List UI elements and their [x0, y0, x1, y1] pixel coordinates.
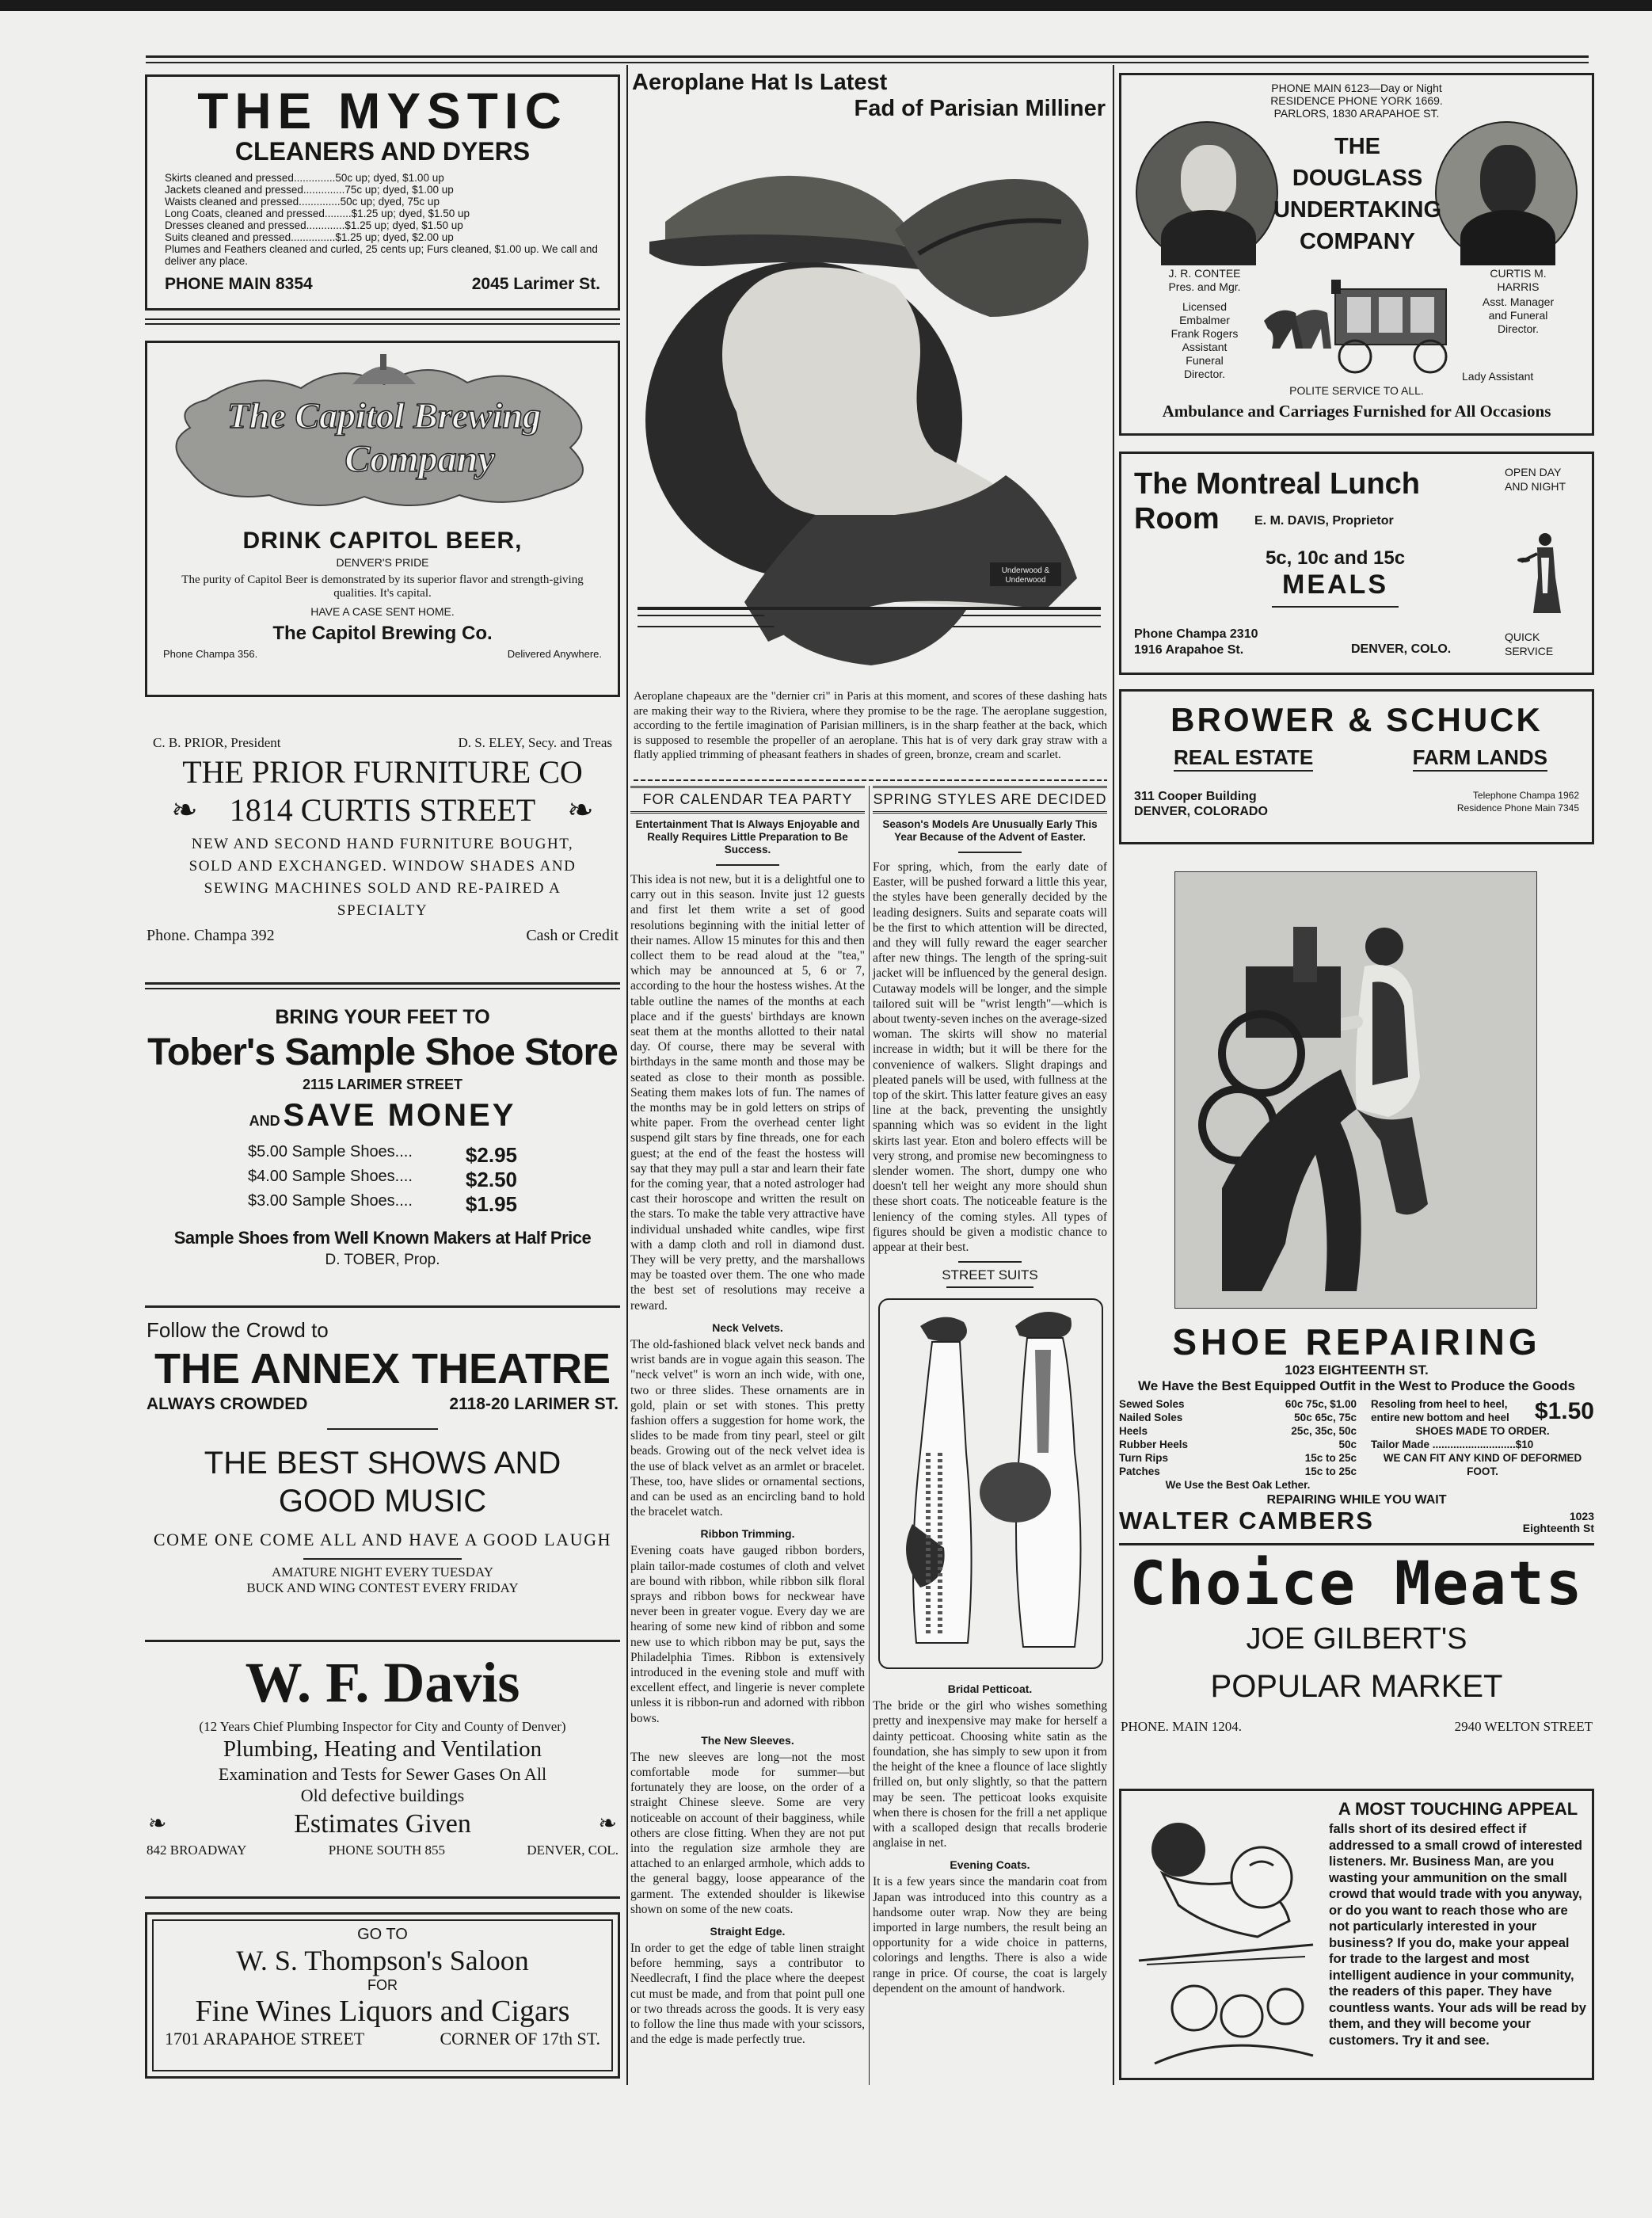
contee-info-line: Licensed [1182, 300, 1228, 313]
shoe-price-row [1119, 1424, 1357, 1438]
short-rule [958, 1261, 1022, 1263]
short-rule [1272, 606, 1399, 608]
annex-short-rule [303, 1558, 462, 1560]
tober-price-value: $1.95 [465, 1192, 517, 1216]
montreal-phone: Phone Champa 2310 [1134, 627, 1258, 641]
douglass-polite: POLITE SERVICE TO ALL. [1289, 384, 1424, 397]
capitol-logo-text-1: The Capitol Brewing [226, 395, 542, 436]
davis-estimates: Estimates Given [294, 1809, 471, 1839]
calendar-article [630, 786, 865, 2047]
flower-ornament-icon: ❧ [598, 1812, 617, 1836]
mystic-title: THE MYSTIC [197, 82, 568, 139]
divider [145, 1305, 620, 1308]
spring-headline: SPRING STYLES ARE DECIDED [873, 786, 1107, 814]
shoe-price-label: Sewed Soles [1119, 1398, 1185, 1410]
flower-ornament-icon: ❧ [148, 1812, 167, 1836]
brower-tel-2: Residence Phone Main 7345 [1456, 802, 1579, 814]
montreal-address: 1916 Arapahoe St. [1134, 643, 1244, 657]
tober-price-row [248, 1143, 517, 1168]
douglass-ad [1119, 73, 1594, 436]
shoe-price-value: 50c [1338, 1439, 1357, 1450]
brower-tel-1: Telephone Champa 1962 [1472, 790, 1579, 801]
calendar-headline: FOR CALENDAR TEA PARTY [630, 786, 865, 814]
tober-ad [145, 1006, 620, 1291]
shoe-owner-address-1: 1023 [1569, 1510, 1594, 1522]
inner-column-rule [869, 786, 870, 2085]
mystic-price-4: Dresses cleaned and pressed.............$1.25 up; dyed, $1.50 up [165, 219, 463, 231]
davis-exam: Examination and Tests for Sewer Gases On All Old defective buildings [218, 1764, 547, 1805]
prior-street-line [145, 791, 620, 830]
top-rule-thin [146, 62, 1589, 63]
shoe-owner-address [1523, 1511, 1594, 1534]
tober-price-value: $2.95 [465, 1143, 517, 1167]
brower-city: DENVER, COLORADO [1134, 805, 1268, 818]
dashed-divider [634, 779, 1107, 781]
prior-name: THE PRIOR FURNITURE CO [182, 754, 583, 790]
thompson-corner: CORNER OF 17th ST. [440, 2029, 600, 2048]
spring-body: For spring, which, from the early date of Easter, will be pushed forward a little this year, the styles have been generally decided by the leading designers. Suits and separate coats will be the first to which attention will be directed, and they will fully reward the eager searcher after new things. The length of the spring-suit jacket will be influenced by the general design. Cutaway models will be longer, and the simple tailored suit will be "wrist length"—which is about twenty-seven inches on the average-sized woman. The skirts will show no material increase in width; but it will be there for the convenience of walkers. Slight drapings and pleated panels will be used, with fullness at the top of the skirt. This latter feature gives an easy line at the back, preventing the unsightly spanning which was so evident in the light skirts last year. Eton and bolero effects will be very strong, and promise new becomingness to slender women. The short, dumpy one who doesn't tell her weight any more should shun these short coats. The noticeable feature is the leniency of the coming styles. All types of figures should be given a modistic chance to appear at their best. [873, 860, 1107, 1255]
montreal-contact [1134, 627, 1258, 658]
calendar-body-3: The new sleeves are long—not the most comfortable mode for summer—but fortunately they are loose, on the order of a straight Chinese sleeve. Some are very noticeable on account of their bagginess, while others are close fitting. When they are not put into the regulation size armhole they are attached to an enlarged armhole, which adds to the general baggy, loose appearance of the garment. The extended shoulder is likewise shown on some of the new coats. [630, 1750, 865, 1916]
shoe-price-value: 50c 65c, 75c [1294, 1412, 1357, 1423]
annex-come: COME ONE COME ALL AND HAVE A GOOD LAUGH [153, 1530, 612, 1549]
capitol-phone: Phone Champa 356. [163, 648, 258, 660]
column-rule-left [626, 65, 628, 2085]
shoe-price-row [1119, 1438, 1357, 1451]
contee-portrait [1136, 121, 1278, 264]
annex-amature: AMATURE NIGHT EVERY TUESDAY [271, 1564, 494, 1580]
scan-top-border [0, 0, 1652, 11]
shoe-price-label: Turn Rips [1119, 1452, 1168, 1464]
prior-phone: Phone. Champa 392 [147, 927, 275, 944]
capitol-company: The Capitol Brewing Co. [272, 623, 493, 644]
contee-info-line: Frank Rogers [1170, 327, 1239, 340]
contee-info-line: Director. [1183, 368, 1226, 380]
davis-name: W. F. Davis [245, 1651, 520, 1714]
short-rule [946, 1286, 1033, 1288]
aeroplane-hat-photo [634, 135, 1109, 673]
spring-subhead-1: Bridal Petticoat. [947, 1683, 1033, 1696]
capitol-case: HAVE A CASE SENT HOME. [310, 605, 455, 618]
douglass-lady: Lady Assistant [1462, 370, 1534, 383]
calendar-subhead-3: The New Sleeves. [701, 1733, 794, 1747]
shoe-price-value: 15c to 25c [1304, 1452, 1357, 1464]
hearse-carriage-illustration [1248, 273, 1462, 376]
capitol-logo-banner [158, 353, 610, 519]
capitol-delivered: Delivered Anywhere. [507, 648, 602, 660]
prior-body: NEW AND SECOND HAND FURNITURE BOUGHT, SOLD AND EXCHANGED. WINDOW SHADES AND SEWING MACHINES SOLD AND RE-PAIRED A SPECIALTY [188, 836, 577, 919]
tober-tagline: Sample Shoes from Well Known Makers at Half Price [173, 1228, 592, 1248]
shoe-wait: REPAIRING WHILE YOU WAIT [1266, 1493, 1447, 1507]
short-rule [716, 864, 779, 866]
harris-info [1448, 267, 1589, 336]
divider [145, 1640, 620, 1642]
shoe-owner-address-2: Eighteenth St [1522, 1522, 1594, 1534]
shoe-tagline: We Have the Best Equipped Outfit in the West to Produce the Goods [1138, 1378, 1575, 1393]
contee-name: J. R. CONTEE [1168, 267, 1241, 280]
appeal-text-block [1329, 1799, 1587, 2048]
hat-headline [630, 70, 1109, 122]
montreal-prop: E. M. DAVIS, Proprietor [1254, 514, 1394, 528]
calendar-body-1: The old-fashioned black velvet neck bands and wrist bands are in vogue again this season. The "neck velvet" is worn an inch wide, with one, two or three slides. These ornaments are in gold, plain or set with stones. This pretty fashion offers a suggestion for home work, the slides to be made from tiny pearl, steel or gilt beads. Growing out of the neck velvet idea is the use of black velvet as an armlet or bracelet. These, too, have slides or ornamental sections, and can be used as an encircling band to hold the bracelet watch. [630, 1337, 865, 1519]
tober-price-list [248, 1143, 517, 1217]
mystic-subtitle: CLEANERS AND DYERS [234, 137, 531, 166]
thompson-goods: Fine Wines Liquors and Cigars [195, 1995, 570, 2028]
harris-info-line: and Funeral [1488, 309, 1548, 322]
montreal-ad [1119, 452, 1594, 675]
prior-president: C. B. PRIOR, President [153, 735, 281, 750]
contee-info-line: Embalmer [1179, 314, 1230, 326]
tober-price-row [248, 1192, 517, 1217]
douglass-phone-1: PHONE MAIN 6123—Day or Night [1271, 82, 1442, 94]
contee-info-line: Funeral [1186, 354, 1224, 367]
tober-save: SAVE MONEY [283, 1098, 516, 1133]
montreal-name-1: The Montreal Lunch [1134, 467, 1420, 501]
meats-market: POPULAR MARKET [1210, 1669, 1503, 1704]
shoe-owner: WALTER CAMBERS [1119, 1507, 1374, 1534]
shoe-price-label: Heels [1119, 1425, 1148, 1437]
capitol-headline: DRINK CAPITOL BEER, [242, 528, 523, 554]
spring-deck: Season's Models Are Unusually Early This Year Because of the Advent of Easter. [882, 818, 1098, 843]
tober-price-row [248, 1168, 517, 1192]
brower-phones [1457, 789, 1579, 819]
thompson-address: 1701 ARAPAHOE STREET [165, 2029, 365, 2048]
capitol-pride: DENVER'S PRIDE [336, 556, 429, 569]
thompson-goto: GO TO [357, 1926, 408, 1943]
prior-secy: D. S. ELEY, Secy. and Treas [458, 735, 612, 750]
mystic-price-5: Suits cleaned and pressed...............$1.25 up; dyed, $2.00 up [165, 231, 454, 243]
brower-building: 311 Cooper Building [1134, 790, 1257, 803]
short-rule [958, 852, 1022, 853]
capitol-body: The purity of Capitol Beer is demonstrated by its superior flavor and strength-giving qualities. It's capital. [181, 574, 584, 600]
brower-farm-lands: FARM LANDS [1413, 745, 1547, 772]
douglass-name [1272, 131, 1443, 257]
mystic-price-2: Waists cleaned and pressed..............50c up; dyed, 75c up [165, 196, 440, 208]
shoe-price-list [1119, 1397, 1357, 1492]
mystic-price-3: Long Coats, cleaned and pressed.........$1.25 up; dyed, $1.50 up [165, 208, 470, 219]
harris-info-line: Director. [1497, 322, 1540, 335]
annex-buck: BUCK AND WING CONTEST EVERY FRIDAY [246, 1580, 519, 1595]
tober-price-label: $4.00 Sample Shoes.... [248, 1168, 413, 1185]
calendar-deck: Entertainment That Is Always Enjoyable and Really Requires Little Preparation to Be Success. [635, 818, 860, 856]
meats-phone: PHONE. MAIN 1204. [1121, 1719, 1242, 1734]
meats-ad [1119, 1548, 1594, 1762]
shoe-price-value: 60c 75c, $1.00 [1285, 1398, 1357, 1410]
montreal-city: DENVER, COLO. [1351, 642, 1452, 656]
meats-owner: JOE GILBERT'S [1246, 1622, 1467, 1656]
annex-short-rule [327, 1428, 438, 1430]
annex-crowded: ALWAYS CROWDED [147, 1395, 308, 1413]
waiter-icon [1517, 530, 1565, 617]
divider [145, 323, 620, 325]
spring-body-1: The bride or the girl who wishes something pretty and inexpensive may make for herself a dainty petticoat. Choosing white satin as the foundation, she has simply to sew upon it from the height of the knee a flounce of lace slightly frilled on, but only slightly, so that the pattern may be seen. The petticoat looks exquisite when there is chosen for the frill a net applique with a scalloped design that recalls broderie anglaise in net. [873, 1699, 1107, 1850]
annex-name: THE ANNEX THEATRE [154, 1345, 611, 1393]
divider [1119, 1543, 1594, 1545]
appeal-cartoon-illustration [1131, 1802, 1321, 2071]
davis-address: 842 BROADWAY [147, 1843, 247, 1858]
spring-article [873, 786, 1107, 1996]
appeal-ad [1119, 1789, 1594, 2080]
davis-years: (12 Years Chief Plumbing Inspector for City and County of Denver) [199, 1719, 566, 1734]
mystic-address: 2045 Larimer St. [471, 275, 600, 293]
shoe-fit: WE CAN FIT ANY KIND OF DEFORMED FOOT. [1383, 1452, 1582, 1477]
contee-info-line: Assistant [1182, 341, 1228, 353]
spring-body-2: It is a few years since the mandarin coat from Japan was introduced into this country as a handsome outer wrap. Now they are being imported in large numbers, the result being an opportunity for a wide choice in patterns, colorings and lengths. There is also a wide range in price. Of course, the coat is largely dependent on the amount of handwork. [873, 1875, 1107, 1995]
douglass-name-3: COMPANY [1299, 229, 1416, 254]
douglass-name-1: THE DOUGLASS [1292, 134, 1423, 191]
flower-ornament-icon: ❧ [567, 792, 594, 828]
annex-best-1: THE BEST SHOWS AND [204, 1446, 561, 1481]
montreal-meals: MEALS [1282, 570, 1388, 600]
tober-name: Tober's Sample Shoe Store [147, 1031, 618, 1073]
douglass-name-2: UNDERTAKING [1273, 197, 1442, 223]
prior-street: 1814 CURTIS STREET [229, 792, 536, 828]
mystic-price-list [165, 172, 600, 267]
calendar-subhead-2: Ribbon Trimming. [700, 1527, 795, 1541]
tober-street: 2115 LARIMER STREET [302, 1077, 463, 1092]
calendar-body-4: In order to get the edge of table linen straight before hemming, says a contributor to Needlecraft, I find the place where the deepest cut must be made, and from that point pull one or two threads across the goods. It is very easy to follow the line thus made with your scissors, and the edge is made perfectly true. [630, 1942, 865, 2047]
montreal-open: OPEN DAY AND NIGHT [1505, 466, 1566, 493]
shoe-repair-ad [1119, 1321, 1594, 1540]
capitol-logo-text-2: Company [344, 438, 495, 480]
harris-portrait [1435, 121, 1578, 264]
douglass-parlors: PARLORS, 1830 ARAPAHOE ST. [1273, 107, 1440, 120]
shoe-title: SHOE REPAIRING [1172, 1321, 1541, 1362]
divider [145, 1896, 620, 1899]
brower-name: BROWER & SCHUCK [1170, 701, 1543, 738]
mystic-phone: PHONE MAIN 8354 [165, 275, 313, 293]
hat-headline-1: Aeroplane Hat Is Latest [632, 70, 888, 95]
annex-best-2: GOOD MUSIC [278, 1484, 487, 1519]
thompson-name: W. S. Thompson's Saloon [236, 1945, 529, 1976]
calendar-body: This idea is not new, but it is a delightful one to carry out in this season. Invite just 12 guests and first let them write a set of good resolutions beginning with the initial letter of their names. Allow 15 minutes for this and then collect them to be read aloud at the "tea," which may be announced at 5, 6 or 7, according to the hour the hostess wishes. At the table outline the names of the months at each place and if the guests' birthdays are known seat them at the months allotted to their natal day. Of course, there may be several with birthdays in the same month and those may be seated as close to their month as possible. Seating them makes lots of fun. The names of the months may be in gold letters on strips of white paper. From the overhead center light suspend gilt stars by fine threads, one for each guest; at the end of the feast the hostess will say that they may pull a star and learn their fate for the coming year, that a noted astrologer had cast their horoscope and written the result on the stars. To make the table very attractive have individual unshaded white candles, wipe first with a damp cloth and roll in diamond dust. They will be very pretty, and the marshallows may be toasted over them. The one who made the best set of resolutions may receive a reward. [630, 873, 865, 1313]
davis-ad [145, 1651, 620, 1888]
spring-subhead-2: Evening Coats. [950, 1858, 1030, 1872]
shoe-price-label: Nailed Soles [1119, 1412, 1183, 1423]
shoe-price-value: 15c to 25c [1304, 1465, 1357, 1477]
calendar-body-2: Evening coats have gauged ribbon borders, plain tailor-made costumes of cloth and velvet are bound with ribbon, while ribbon silk floral sprays and ribbon bows for neckwear have never been in greater vogue. Every day we are hearing of some new kind of ribbon and some new use to which ribbon may be put, says the Philadelphia Times. Ribbon is extensively introduced in the evening stole and muff with excellent effect, and lingerie is never complete unless it is ribbon-run and adorned with ribbon bows. [630, 1544, 865, 1725]
shoe-oak: We Use the Best Oak Lether. [1165, 1479, 1311, 1491]
montreal-price: 5c, 10c and 15c [1265, 547, 1406, 569]
shoe-price-label: Rubber Heels [1119, 1439, 1189, 1450]
meats-address: 2940 WELTON STREET [1454, 1719, 1593, 1734]
tober-price-label: $5.00 Sample Shoes.... [248, 1143, 413, 1160]
tober-price-value: $2.50 [465, 1168, 517, 1191]
montreal-quick: QUICK SERVICE [1505, 631, 1554, 657]
brower-real-estate: REAL ESTATE [1174, 745, 1313, 772]
divider [145, 988, 620, 989]
annex-follow: Follow the Crowd to [147, 1318, 329, 1342]
harris-name-2: HARRIS [1497, 280, 1540, 293]
photo-credit-text: Underwood [1005, 576, 1046, 585]
meats-title: Choice Meats [1129, 1548, 1584, 1618]
mystic-price-6: Plumes and Feathers cleaned and curled, 25 cents up; Furs cleaned, $1.00 up. We call and deliver any place. [165, 243, 598, 267]
street-suits-illustration [873, 1294, 1107, 1675]
shoe-price-label: Patches [1119, 1465, 1160, 1477]
contee-title: Pres. and Mgr. [1168, 280, 1241, 293]
tober-bring: BRING YOUR FEET TO [275, 1006, 490, 1028]
shoe-resole: Resoling from heel to heel, entire new bottom and heel [1371, 1398, 1509, 1423]
shoe-price-row [1119, 1411, 1357, 1424]
shoe-resole-price: $1.50 [1534, 1398, 1594, 1424]
shoe-price-value: 25c, 35c, 50c [1291, 1425, 1357, 1437]
davis-trade: Plumbing, Heating and Ventilation [223, 1736, 542, 1762]
tober-prop: D. TOBER, Prop. [325, 1252, 440, 1268]
hat-caption: Aeroplane chapeaux are the "dernier cri" in Paris at this moment, and scores of these dashing hats are making their way to the Riviera, where they promise to be the rage. The aeroplane suggestion, according to the fertile imagination of Parisian milliners, is in the sharp feather at the back, which is supposed to resemble the propeller of an aeroplane. This hat is of very dark gray straw with a flatly applied trimming of pheasant feathers in shades of green, bronze, cream and scarlet. [634, 690, 1107, 761]
top-rule [146, 55, 1589, 58]
brower-ad [1119, 689, 1594, 844]
mystic-price-1: Jackets cleaned and pressed..............75c up; dyed, $1.00 up [165, 184, 454, 196]
montreal-name-2: Room [1134, 502, 1220, 535]
davis-phone: PHONE SOUTH 855 [328, 1843, 446, 1858]
mystic-ad [145, 74, 620, 311]
shoe-repair-machine-photo [1174, 871, 1537, 1309]
shoe-resole-block [1371, 1397, 1594, 1492]
flower-ornament-icon: ❧ [171, 792, 198, 828]
shoe-street: 1023 EIGHTEENTH ST. [1285, 1362, 1429, 1378]
mystic-price-0: Skirts cleaned and pressed..............50c up; dyed, $1.00 up [165, 172, 444, 184]
hat-headline-2: Fad of Parisian Milliner [854, 96, 1106, 121]
shoe-price-row [1119, 1397, 1357, 1411]
photo-credit-text: Underwood & [1001, 566, 1050, 575]
shoe-tailor: Tailor Made ............................$10 [1371, 1439, 1534, 1450]
tober-and: AND [249, 1113, 280, 1129]
tober-price-label: $3.00 Sample Shoes.... [248, 1192, 413, 1210]
appeal-body: falls short of its desired effect if addressed to a small crowd of interested listeners. Mr. Business Man, are you wasting your ammunition on the small crowd that would trade with you anyway, or do you want to reach those who are not particularly interested in your business? If you do, make your appeal for trade to the largest and most intelligent audience in your community, the readers of this paper. They have countless wants. Your ads will be read by them, and they will become your customers. Try it and see. [1329, 1822, 1586, 2048]
shoe-made: SHOES MADE TO ORDER. [1415, 1425, 1550, 1437]
harris-info-line: Asst. Manager [1482, 295, 1555, 308]
douglass-phone-2: RESIDENCE PHONE YORK 1669. [1270, 94, 1443, 107]
douglass-footer: Ambulance and Carriages Furnished for All Occasions [1162, 402, 1551, 421]
annex-ad [145, 1318, 620, 1637]
prior-ad [145, 735, 620, 973]
calendar-subhead-1: Neck Velvets. [712, 1321, 783, 1334]
prior-terms: Cash or Credit [526, 927, 619, 944]
street-suits-heading: STREET SUITS [942, 1267, 1038, 1283]
capitol-ad [145, 341, 620, 697]
annex-address: 2118-20 LARIMER ST. [449, 1395, 619, 1413]
thompson-for: FOR [367, 1977, 398, 1993]
column-rule-right [1113, 65, 1114, 2085]
divider [145, 982, 620, 985]
appeal-headline: A MOST TOUCHING APPEAL [1338, 1799, 1578, 1819]
davis-city: DENVER, COL. [527, 1843, 619, 1858]
harris-name-1: CURTIS M. [1490, 267, 1547, 280]
shoe-price-row [1119, 1451, 1357, 1465]
brower-address [1134, 789, 1268, 819]
divider [145, 318, 620, 320]
calendar-subhead-4: Straight Edge. [710, 1925, 786, 1938]
thompson-ad [145, 1912, 620, 2079]
shoe-price-row [1119, 1465, 1357, 1478]
